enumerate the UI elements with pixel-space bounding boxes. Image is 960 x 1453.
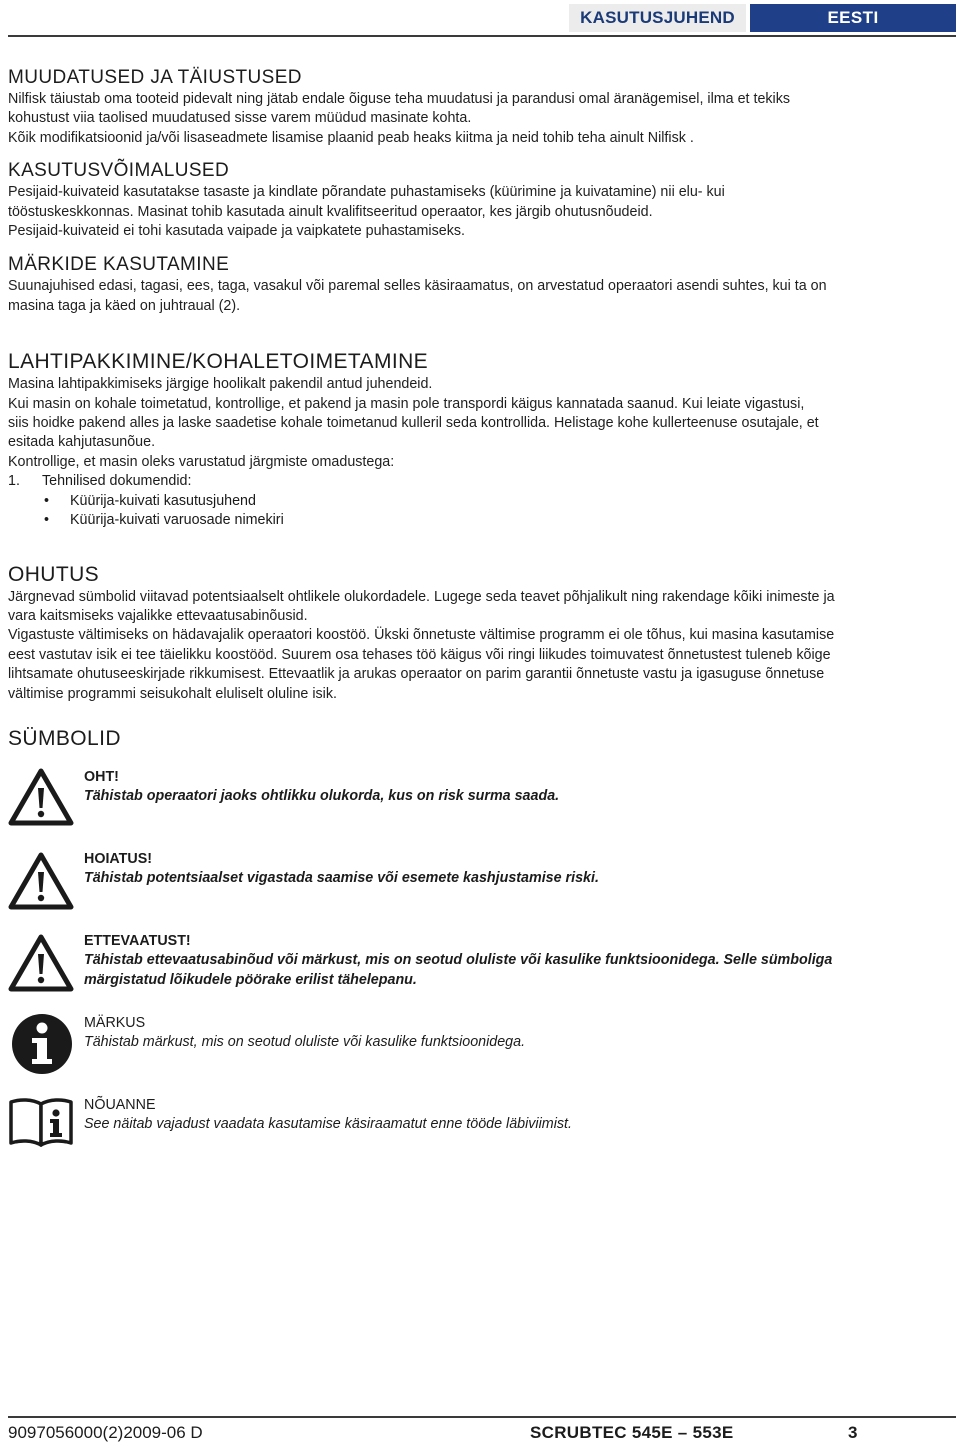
bullet-item [8,492,948,511]
paragraph-line: Pesijaid-kuivateid kasutatakse tasaste ja kindlate põrandate puhastamiseks (küürimine ja kuivatamine) nii elu- kui [8,184,725,201]
section-unpacking [8,349,948,530]
symbol-title: OHT! [84,768,119,785]
paragraph-line: Kui masin on kohale toimetatud, kontrollige, et pakend ja masin pole transpordi käigus kannatada saanud. Kui leiate vigastusi, [8,395,805,412]
paragraph-line: vältimise programmi seisukohalt eluliselt oluline isik. [8,685,337,702]
bullet-text: Küürija-kuivati kasutusjuhend [70,492,256,509]
symbol-danger [8,766,948,848]
section-title: KASUTUSVÕIMALUSED [8,160,230,182]
header-divider [8,35,956,37]
symbol-warning [8,848,948,930]
bullet-marker: • [44,492,50,509]
section-title: LAHTIPAKKIMINE/KOHALETOIMETAMINE [8,350,429,374]
manual-book-icon [8,1094,84,1154]
paragraph-line: lihtsamate ohutuseeskirjade rikkumisest. Ettevaatlik ja arukas operaator on parim garantii õnnetuste vastu ja igasuguse õnnetuse [8,666,825,683]
section-changes [8,66,948,148]
paragraph-line: vara kaitsmiseks vajalikke ettevaatusabinõusid. [8,607,308,624]
manual-label: KASUTUSJUHEND [569,4,746,32]
footer-divider [8,1416,956,1418]
warning-triangle-icon [8,930,84,1012]
paragraph-line: Kontrollige, et masin oleks varustatud järgmiste omadustega: [8,453,395,470]
paragraph-line: kohustust viia taolised muudatused sisse varem müüdud masinate kohta. [8,110,472,127]
symbol-description: Tähistab potentsiaalset vigastada saamise või esemete kashjustamise riski. [84,870,599,887]
symbol-advice [8,1094,948,1154]
symbol-description: märgistatud lõikudele pöörake erilist tähelepanu. [84,971,417,988]
paragraph-line: siis hoidke pakend alles ja laske saadetise kohale toimetanud kulleril seda kontrollida. Helistage kohe kullerteenuse osutajale, et [8,415,819,432]
symbol-description: Tähistab ettevaatusabinõud või märkust, mis on seotud oluliste või kasulike funktsioonidega. Selle sümboliga [84,952,833,969]
list-number: 1. [8,473,20,490]
warning-triangle-icon [8,766,84,848]
symbol-caution [8,930,948,1012]
symbol-description: Tähistab märkust, mis on seotud oluliste või kasulike funktsioonidega. [84,1034,526,1051]
symbol-title: MÄRKUS [84,1014,146,1031]
section-symbols [8,726,948,1154]
page-content [8,66,948,1154]
paragraph-line: Järgnevad sümbolid viitavad potentsiaalselt ohtlikele olukordadele. Lugege seda teavet põhjalikult ning rakendage kõiki inimeste ja [8,588,835,605]
document-code: 9097056000(2)2009-06 D [8,1423,203,1442]
paragraph-line: Kõik modifikatsioonid ja/või lisaseadmete lisamise plaanid peab heaks kiitma ja neid tohib teha ainult Nilfisk . [8,129,694,146]
list-item [8,472,948,491]
paragraph-line: esitada kahjutasunõue. [8,434,156,451]
language-label: EESTI [750,4,956,32]
model-name: SCRUBTEC 545E – 553E [530,1423,734,1442]
symbol-title: ETTEVAATUST! [84,932,191,949]
paragraph-line: eest vastutav isik ei tee täielikku koostööd. Suurem osa tehases töö käigus või ringi liikudes toimuvatest õnnetustest tuleneb kõige [8,646,831,663]
paragraph-line: Masina lahtipakkimiseks järgige hoolikalt pakendil antud juhendeid. [8,376,433,393]
symbol-title: NÕUANNE [84,1096,156,1113]
section-safety [8,562,948,704]
paragraph-line: tööstuskeskkonnas. Masinat tohib kasutada ainult kvalifitseeritud operaator, kes järgib ohutusnõudeid. [8,203,653,220]
paragraph-line: Suunajuhised edasi, tagasi, ees, taga, vasakul või paremal selles käsiraamatus, on arvestatud operaatori asendi suhtes, kui ta on [8,278,827,295]
section-title: OHUTUS [8,562,100,586]
section-title: MÄRKIDE KASUTAMINE [8,254,230,276]
paragraph-line: Pesijaid-kuivateid ei tohi kasutada vaipade ja vaipkatete puhastamiseks. [8,223,465,240]
info-circle-icon [8,1012,84,1094]
symbol-title: HOIATUS! [84,850,153,867]
bullet-text: Küürija-kuivati varuosade nimekiri [70,512,284,529]
page-number: 3 [848,1423,858,1442]
bullet-item [8,511,948,530]
list-item-text: Tehnilised dokumendid: [42,473,192,490]
section-title: MUUDATUSED JA TÄIUSTUSED [8,67,302,88]
paragraph-line: masina taga ja käed on juhtraual (2). [8,297,241,314]
symbol-note [8,1012,948,1094]
page-header [0,4,960,34]
symbol-description: Tähistab operaatori jaoks ohtlikku olukorda, kus on risk surma saada. [84,788,560,805]
bullet-marker: • [44,512,50,529]
symbol-description: See näitab vajadust vaadata kasutamise käsiraamatut enne tööde läbiviimist. [84,1116,572,1133]
section-usage [8,159,948,241]
section-marks [8,253,948,316]
paragraph-line: Vigastuste vältimiseks on hädavajalik operaatori koostöö. Ükski õnnetuste vältimise programm ei ole tõhus, kui masina kasutamise [8,627,835,644]
paragraph-line: Nilfisk täiustab oma tooteid pidevalt ning jätab endale õiguse teha muudatusi ja parandusi omal äranägemisel, ilma et tekiks [8,91,791,107]
section-title: SÜMBOLID [8,726,121,750]
warning-triangle-icon [8,848,84,930]
